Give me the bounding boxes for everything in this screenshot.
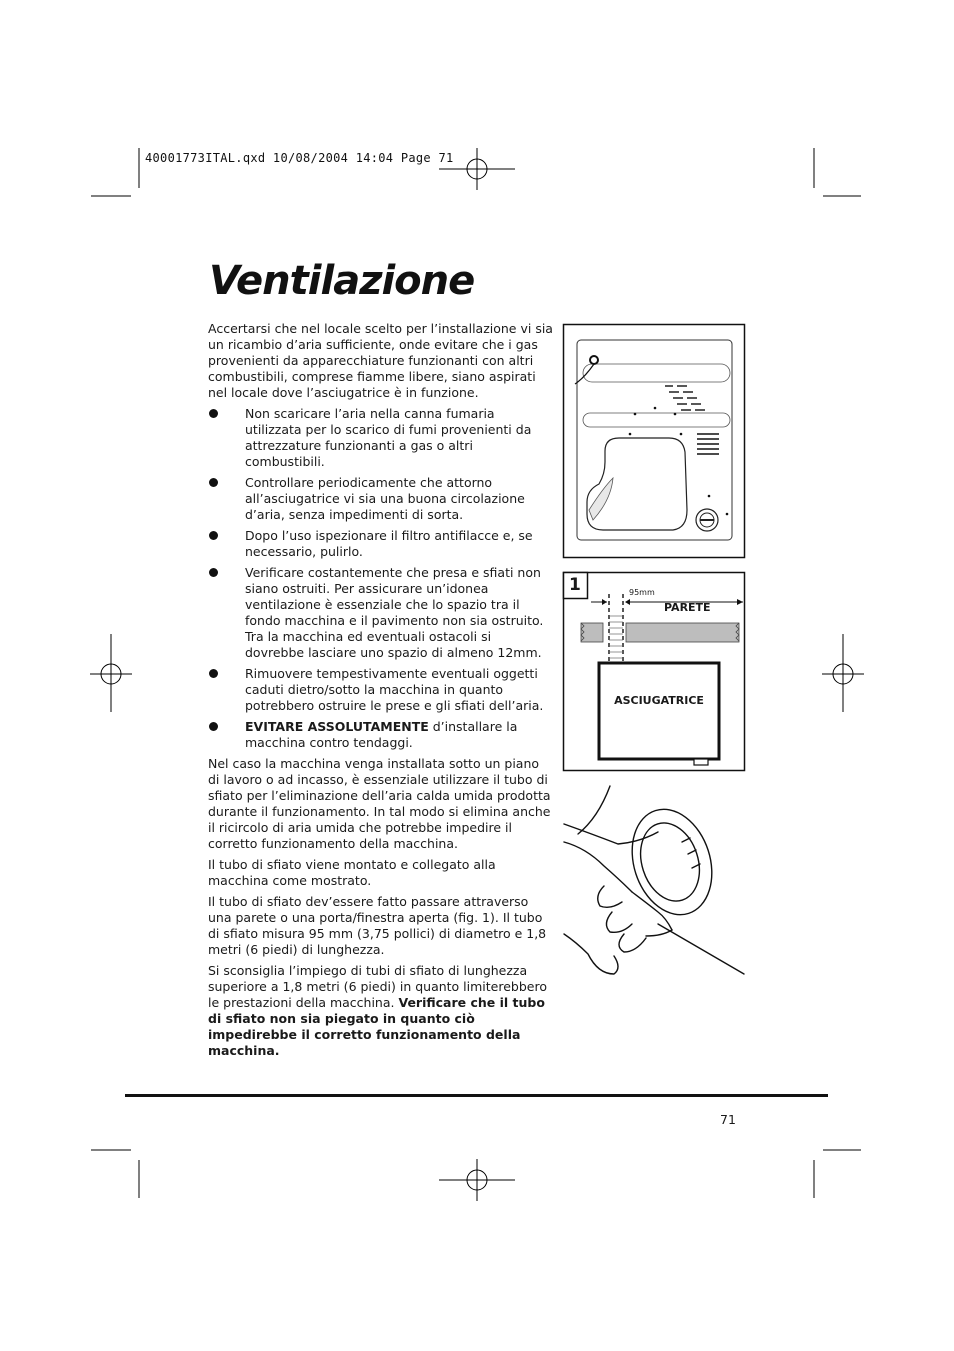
bullet-list	[208, 406, 554, 751]
paragraph-hose-length: Si sconsiglia l’impiego di tubi di sfiato di lunghezza superiore a 1,8 metri (6 piedi) in quanto limiterebbero le prestazioni della macchina. Verificare che il tubo di sfiato non sia piegato in quanto ciò impedirebbe il corretto funzionamento della macchina.	[208, 963, 547, 1058]
bullet-icon	[209, 669, 218, 678]
footer-rule	[125, 1094, 828, 1097]
bullet-icon	[209, 409, 218, 418]
registration-mark-bottom	[439, 1159, 515, 1201]
registration-mark-right	[822, 634, 864, 712]
bullet-icon	[209, 722, 218, 731]
list-item: Dopo l’uso ispezionare il filtro antifilacce e, se necessario, pulirlo.	[208, 528, 554, 560]
paragraph-hose-routing: Il tubo di sfiato dev’essere fatto passare attraverso una parete o una porta/finestra aperta (fig. 1). Il tubo di sfiato misura 95 mm (3,75 pollici) di diametro e 1,8 metri (6 piedi) di lunghezza.	[208, 894, 547, 957]
list-item: Rimuovere tempestivamente eventuali oggetti caduti dietro/sotto la macchina in quanto potrebbero ostruire le prese e gli sfiati dell’aria.	[208, 666, 554, 714]
dimension-label: 95mm	[629, 588, 655, 597]
bullet-icon	[209, 478, 218, 487]
bullet-icon	[209, 531, 218, 540]
page-number: 71	[720, 1112, 736, 1127]
hose-attachment-illustration	[562, 784, 746, 980]
list-item: Non scaricare l’aria nella canna fumaria utilizzata per lo scarico di fumi provenienti da attrezzature funzionanti a gas o altri combustibili.	[208, 406, 554, 470]
paragraph-installation: Nel caso la macchina venga installata sotto un piano di lavoro o ad incasso, è essenziale utilizzare il tubo di sfiato per l’eliminazione dell’aria calda umida prodotta durante il funzionamento. In tal modo si elimina anche il ricircolo di aria umida che potrebbe impedire il corretto funzionamento della macchina.	[208, 756, 551, 851]
figure-1	[563, 572, 745, 771]
intro-paragraph: Accertarsi che nel locale scelto per l’installazione vi sia un ricambio d’aria sufficiente, onde evitare che i gas provenienti da apparecchiature funzionanti con altri combustibili, comprese fiamme libere, siano aspirati nel locale dove l’asciugatrice è in funzione.	[208, 321, 553, 400]
list-item: Controllare periodicamente che attorno all’asciugatrice vi sia una buona circolazione d’aria, senza impedimenti di sorta.	[208, 475, 554, 523]
file-slug: 40001773ITAL.qxd 10/08/2004 14:04 Page 71	[145, 151, 454, 165]
figure-number: 1	[569, 575, 581, 595]
page-title: Ventilazione	[209, 258, 475, 304]
bullet-icon	[209, 568, 218, 577]
text-column	[208, 321, 554, 1064]
list-item: Verificare costantemente che presa e sfiati non siano ostruiti. Per assicurare un’idonea ventilazione è essenziale che lo spazio tra il fondo macchina e il pavimento non sia ostruito. Tra la macchina ed eventuali ostacoli si dovrebbe lasciare uno spazio di almeno 12mm.	[208, 565, 554, 661]
registration-mark-left	[90, 634, 132, 712]
dryer-illustration	[563, 324, 745, 558]
list-item: EVITARE ASSOLUTAMENTE d’installare la macchina contro tendaggi.	[208, 719, 554, 751]
wall-diagram	[563, 572, 745, 771]
paragraph-hose-mount: Il tubo di sfiato viene montato e collegato alla macchina come mostrato.	[208, 857, 496, 888]
dryer-label: ASCIUGATRICE	[614, 694, 704, 707]
wall-label: PARETE	[664, 601, 711, 614]
